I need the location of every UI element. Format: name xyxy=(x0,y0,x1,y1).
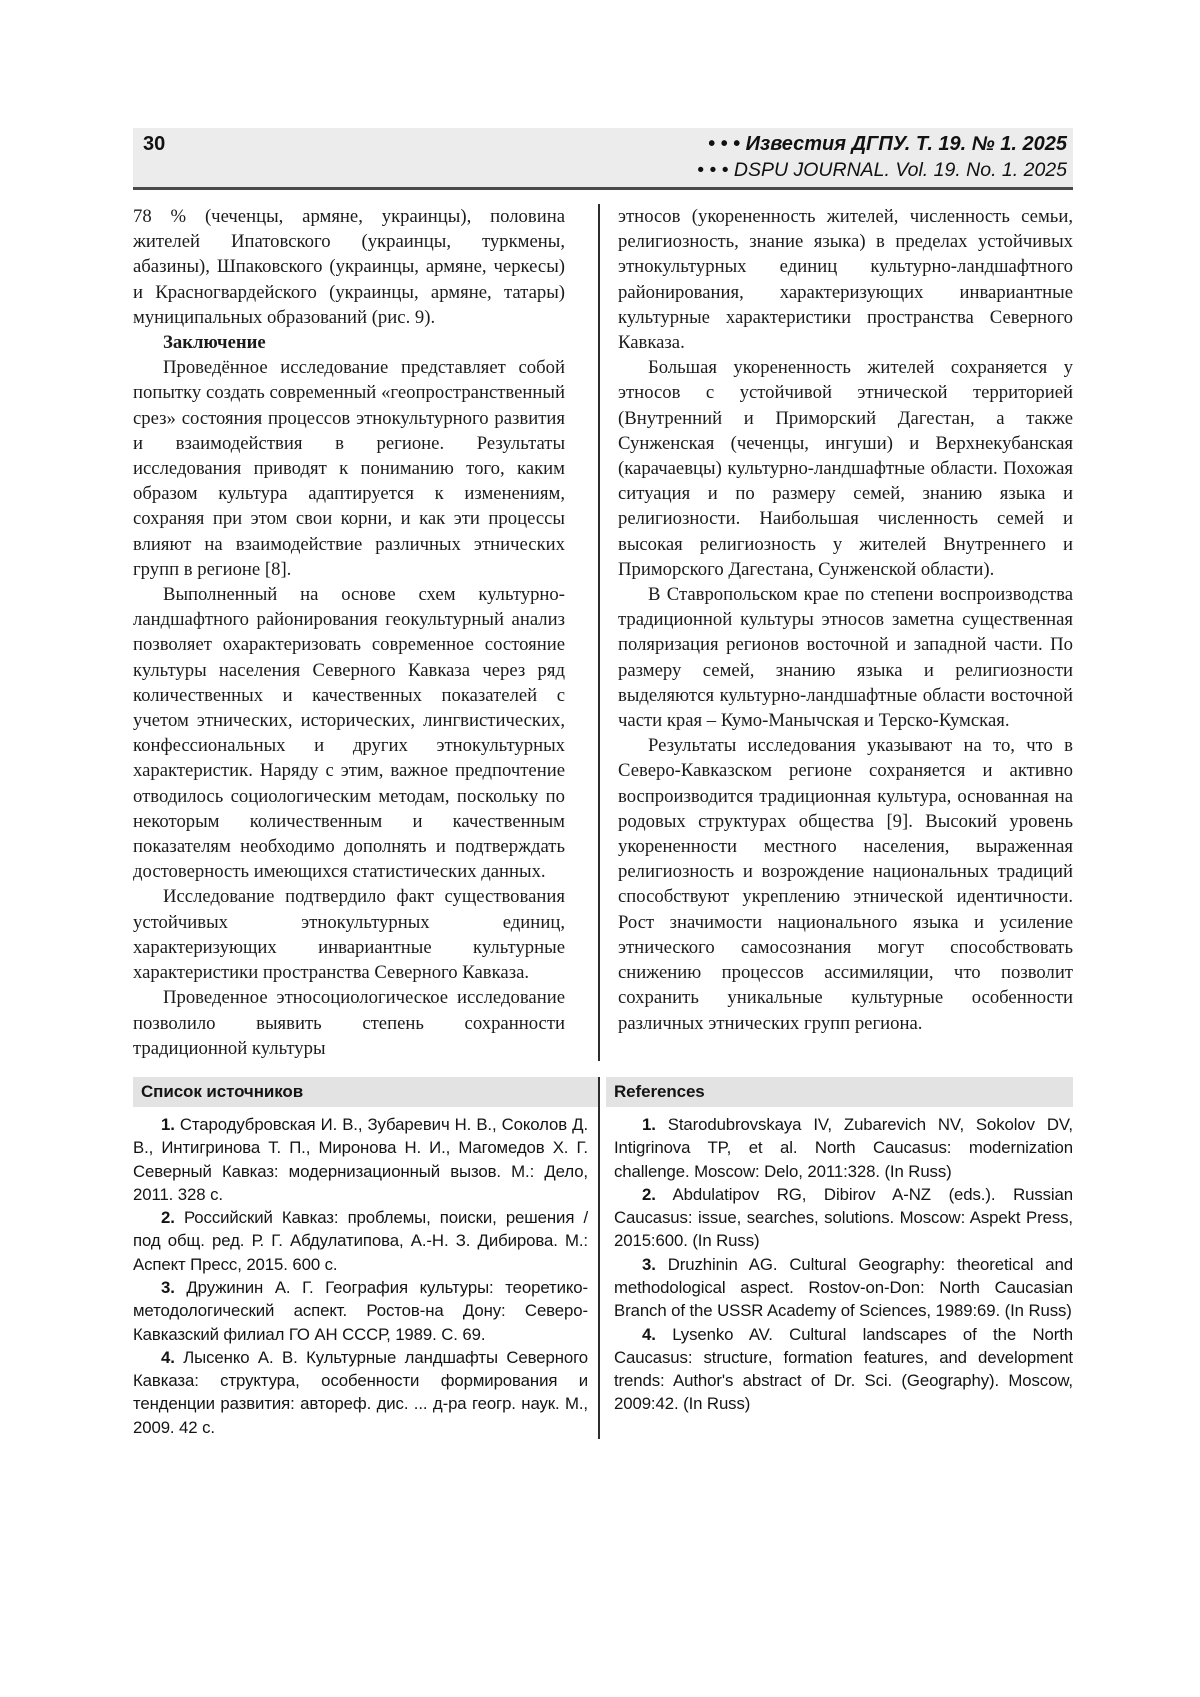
body-paragraph: В Ставропольском крае по степени воспроизводства традиционной культуры этносов заметна существенная поляризация регионов восточной и западной части. По размеру семей, знанию языка и религиозности выделяются культурно-ландшафтные области восточной части края – Кумо-Манычская и Терско-Кумская. xyxy=(618,584,1073,732)
body-paragraph: Проведенное этносоциологическое исследование позволило выявить степень сохранности традиционной культуры xyxy=(133,987,565,1059)
references-column-ru xyxy=(133,1077,600,1439)
journal-title-en: • • • DSPU JOURNAL. Vol. 19. No. 1. 2025 xyxy=(697,159,1067,181)
body-paragraph: Большая укорененность жителей сохраняется у этносов с устойчивой этнической территорией (Внутренний и Приморский Дагестан, а также Сунженская (чеченцы, ингуши) и Верхнекубанская (карачаевцы) культурно-ландшафтные области. Похожая ситуация и по размеру семей, знанию языка и религиозности. Наибольшая численность семей и высокая религиозность у жителей Внутреннего и Приморского Дагестана, Сунженской области). xyxy=(618,357,1073,580)
body-column-left xyxy=(133,204,600,1061)
reference-number: 2. xyxy=(642,1184,656,1204)
reference-text: Starodubrovskaya IV, Zubarevich NV, Sokolov DV, Intigrinova TP, et al. North Caucasus: modernization challenge. Moscow: Delo, 2011:328. (In Russ) xyxy=(614,1114,1073,1181)
references-header-ru: Список источников xyxy=(133,1077,598,1107)
reference-text: Стародубровская И. В., Зубаревич Н. В., Соколов Д. В., Интигринова Т. П., Миронова Н. И., Магомедов Х. Г. Северный Кавказ: модернизационный вызов. М.: Дело, 2011. 328 с. xyxy=(133,1114,589,1204)
references-section xyxy=(133,1077,1073,1439)
reference-item xyxy=(614,1183,1073,1253)
reference-item xyxy=(614,1253,1073,1323)
reference-number: 3. xyxy=(161,1277,175,1297)
page-header xyxy=(133,128,1073,190)
reference-number: 4. xyxy=(642,1324,656,1344)
page-container xyxy=(133,128,1073,1439)
reference-number: 2. xyxy=(161,1208,175,1228)
reference-text: Российский Кавказ: проблемы, поиски, решения / под общ. ред. Р. Г. Абдулатипова, А.-Н. З. Дибирова. М.: Аспект Пресс, 2015. 600 с. xyxy=(133,1208,589,1274)
body-paragraph: этносов (укорененность жителей, численность семьи, религиозность, знание языка) в пределах устойчивых этнокультурных единиц культурно-ландшафтного районирования, характеризующих инвариантные культурные характеристики пространства Северного Кавказа. xyxy=(618,206,1073,354)
body-paragraph: Исследование подтвердило факт существования устойчивых этнокультурных единиц, характеризующих инвариантные культурные характеристики пространства Северного Кавказа. xyxy=(133,886,565,984)
references-header-en: References xyxy=(606,1077,1073,1107)
reference-item xyxy=(133,1346,588,1439)
reference-text: Lysenko AV. Cultural landscapes of the North Caucasus: structure, formation features, and development trends: Author's abstract of Dr. Sci. (Geography). Moscow, 2009:42. (In Russ) xyxy=(614,1324,1074,1414)
reference-item xyxy=(614,1323,1073,1416)
reference-number: 3. xyxy=(642,1254,656,1274)
reference-item xyxy=(614,1113,1073,1183)
body-paragraph: Результаты исследования указывают на то, что в Северо-Кавказском регионе сохраняется и активно воспроизводится традиционная культура, основанная на родовых структурах общества [9]. Высокий уровень укорененности местного населения, выраженная религиозность и возрождение национальных традиций способствуют укреплению этнической идентичности. Рост значимости национального языка и усиление этнического самосознания могут способствовать снижению процессов ассимиляции, что позволит сохранить уникальные культурные особенности различных этнических групп региона. xyxy=(618,735,1073,1034)
reference-item xyxy=(133,1113,588,1206)
body-column-right xyxy=(600,204,1073,1061)
article-body xyxy=(133,204,1073,1061)
reference-number: 1. xyxy=(161,1114,175,1134)
reference-item xyxy=(133,1276,588,1346)
reference-text: Abdulatipov RG, Dibirov A-NZ (eds.). Russian Caucasus: issue, searches, solutions. Moscow: Aspekt Press, 2015:600. (In Russ) xyxy=(614,1184,1073,1251)
body-paragraph: Выполненный на основе схем культурно-ландшафтного районирования геокультурный анализ позволяет охарактеризовать современное состояние культуры населения Северного Кавказа через ряд количественных и качественных показателей с учетом этнических, исторических, лингвистических, конфессиональных и других этнокультурных характеристик. Наряду с этим, важное предпочтение отводилось социологическим методам, поскольку по некоторым количественным и качественным показателям необходимо дополнять и подтверждать достоверность имеющихся статистических данных. xyxy=(133,584,565,883)
reference-text: Druzhinin AG. Cultural Geography: theoretical and methodological aspect. Rostov-on-Don: North Caucasian Branch of the USSR Academy of Sciences, 1989:69. (In Russ) xyxy=(614,1254,1073,1321)
reference-item xyxy=(133,1206,588,1276)
reference-number: 4. xyxy=(161,1347,175,1367)
reference-text: Лысенко А. В. Культурные ландшафты Северного Кавказа: структура, особенности формирования и тенденции развития: автореф. дис. ... д-ра геогр. наук. М., 2009. 42 с. xyxy=(133,1347,589,1437)
section-heading-conclusion: Заключение xyxy=(163,332,266,354)
journal-titles xyxy=(697,131,1067,183)
reference-number: 1. xyxy=(642,1114,656,1134)
reference-text: Дружинин А. Г. География культуры: теоретико-методологический аспект. Ростов-на Дону: Северо-Кавказский филиал ГО АН СССР, 1989. С. 69. xyxy=(133,1277,589,1344)
body-paragraph: Проведённое исследование представляет собой попытку создать современный «геопространственный срез» состояния процессов этнокультурного развития и взаимодействия в регионе. Результаты исследования приводят к пониманию того, каким образом культура адаптируется к изменениям, сохраняя при этом свои корни, и как эти процессы влияют на взаимодействие различных этнических групп в регионе [8]. xyxy=(133,357,565,580)
references-column-en xyxy=(600,1077,1073,1439)
journal-title-ru: • • • Известия ДГПУ. Т. 19. № 1. 2025 xyxy=(707,133,1067,155)
page-number: 30 xyxy=(143,133,166,155)
body-paragraph: 78 % (чеченцы, армяне, украинцы), половина жителей Ипатовского (украинцы, туркмены, абазины), Шпаковского (украинцы, армяне, черкесы) и Красногвардейского (украинцы, армяне, татары) муниципальных образований (рис. 9). xyxy=(133,206,565,328)
